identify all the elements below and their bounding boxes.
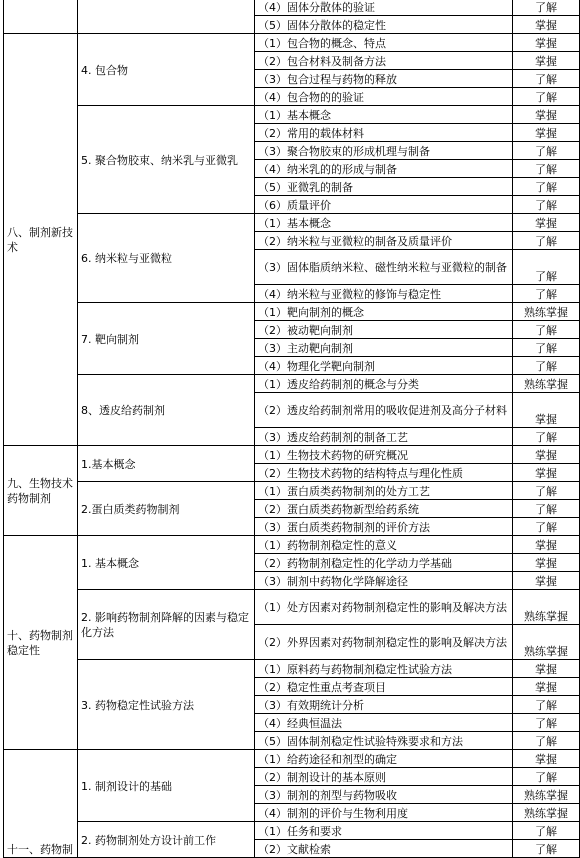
requirement-level: 了解 bbox=[513, 321, 580, 339]
topic-cell bbox=[78, 536, 255, 590]
table-row bbox=[4, 375, 580, 393]
table-row bbox=[4, 590, 580, 625]
requirement-level: 了解 bbox=[513, 339, 580, 357]
content-item: （5）固体分散体的稳定性 bbox=[255, 16, 513, 34]
content-item: （3）聚合物胶束的形成机理与制备 bbox=[255, 142, 513, 160]
unit-title: 十、药物制剂稳定性 bbox=[7, 629, 73, 657]
requirement-level: 熟练掌握 bbox=[513, 303, 580, 321]
topic-cell bbox=[78, 34, 255, 106]
requirement-level: 掌握 bbox=[513, 750, 580, 768]
topic-title: 8、透皮给药制剂 bbox=[81, 404, 165, 417]
content-item: （2）药物制剂稳定性的化学动力学基础 bbox=[255, 554, 513, 572]
topic-title: 2.蛋白质类药物制剂 bbox=[81, 502, 180, 516]
content-item: （1）基本概念 bbox=[255, 214, 513, 232]
topic-cell bbox=[78, 822, 255, 858]
content-item: （1）透皮给药制剂的概念与分类 bbox=[255, 375, 513, 393]
requirement-level: 了解 bbox=[513, 88, 580, 106]
requirement-level: 了解 bbox=[513, 518, 580, 536]
content-item: （2）常用的载体材料 bbox=[255, 124, 513, 142]
requirement-level: 掌握 bbox=[513, 554, 580, 572]
topic-cell bbox=[78, 482, 255, 536]
content-item: （2）外界因素对药物制剂稳定性的影响及解决方法 bbox=[255, 625, 513, 660]
requirement-level: 了解 bbox=[513, 285, 580, 303]
topic-cell bbox=[78, 375, 255, 446]
table-row bbox=[4, 446, 580, 464]
requirement-level: 了解 bbox=[513, 160, 580, 178]
topic-cell bbox=[78, 590, 255, 660]
content-item: （3）蛋白质类药物制剂的评价方法 bbox=[255, 518, 513, 536]
requirement-level: 了解 bbox=[513, 232, 580, 250]
topic-title: 2. 药物制剂处方设计前工作 bbox=[81, 833, 216, 847]
content-item: （1）生物技术药物的研究概况 bbox=[255, 446, 513, 464]
topic-cell bbox=[78, 750, 255, 822]
content-item: （1）蛋白质类药物制剂的处方工艺 bbox=[255, 482, 513, 500]
table-row bbox=[4, 536, 580, 554]
table-row bbox=[4, 482, 580, 500]
table-row bbox=[4, 106, 580, 124]
content-item: （5）亚微乳的制备 bbox=[255, 178, 513, 196]
content-item: （1）任务和要求 bbox=[255, 822, 513, 840]
requirement-level: 掌握 bbox=[513, 106, 580, 124]
unit-title-cell bbox=[4, 446, 78, 536]
topic-title: 1. 制剂设计的基础 bbox=[81, 779, 172, 793]
content-item: （2）纳米粒与亚微粒的制备及质量评价 bbox=[255, 232, 513, 250]
requirement-level: 了解 bbox=[513, 482, 580, 500]
unit-title-cell bbox=[4, 0, 78, 34]
requirement-level: 了解 bbox=[513, 768, 580, 786]
requirement-level: 了解 bbox=[513, 696, 580, 714]
requirement-level: 掌握 bbox=[513, 660, 580, 678]
content-item: （1）药物制剂稳定性的意义 bbox=[255, 536, 513, 554]
content-item: （4）包合物的的验证 bbox=[255, 88, 513, 106]
table-row bbox=[4, 214, 580, 232]
requirement-level: 熟练掌握 bbox=[513, 804, 580, 822]
topic-title: 7. 靶向制剂 bbox=[81, 332, 139, 346]
content-item: （5）固体制剂稳定性试验特殊要求和方法 bbox=[255, 732, 513, 750]
content-item: （2）包合材料及制备方法 bbox=[255, 52, 513, 70]
requirement-level: 掌握 bbox=[513, 393, 580, 428]
requirement-level: 了解 bbox=[513, 500, 580, 518]
unit-title-cell bbox=[4, 536, 78, 750]
content-item: （2）被动靶向制剂 bbox=[255, 321, 513, 339]
unit-title: 十一、药物制 bbox=[7, 843, 73, 856]
table-row bbox=[4, 34, 580, 52]
content-item: （2）蛋白质类药物新型给药系统 bbox=[255, 500, 513, 518]
requirement-level: 了解 bbox=[513, 428, 580, 446]
content-item: （4）固体分散体的验证 bbox=[255, 0, 513, 16]
requirement-level: 了解 bbox=[513, 0, 580, 16]
topic-cell bbox=[78, 303, 255, 375]
content-item: （6）质量评价 bbox=[255, 196, 513, 214]
content-item: （3）有效期统计分析 bbox=[255, 696, 513, 714]
requirement-level: 掌握 bbox=[513, 124, 580, 142]
topic-cell bbox=[78, 214, 255, 303]
content-item: （3）固体脂质纳米粒、磁性纳米粒与亚微粒的制备 bbox=[255, 250, 513, 285]
requirement-level: 了解 bbox=[513, 822, 580, 840]
requirement-level: 了解 bbox=[513, 142, 580, 160]
requirement-level: 掌握 bbox=[513, 678, 580, 696]
topic-cell bbox=[78, 660, 255, 750]
table-row bbox=[4, 303, 580, 321]
content-item: （1）靶向制剂的概念 bbox=[255, 303, 513, 321]
unit-title-cell bbox=[4, 750, 78, 858]
table-row bbox=[4, 660, 580, 678]
topic-cell bbox=[78, 106, 255, 214]
content-item: （3）包合过程与药物的释放 bbox=[255, 70, 513, 88]
content-item: （1）处方因素对药物制剂稳定性的影响及解决方法 bbox=[255, 590, 513, 625]
requirement-level: 了解 bbox=[513, 714, 580, 732]
content-item: （2）文献检索 bbox=[255, 840, 513, 858]
content-item: （2）生物技术药物的结构特点与理化性质 bbox=[255, 464, 513, 482]
requirement-level: 掌握 bbox=[513, 214, 580, 232]
requirement-level: 了解 bbox=[513, 196, 580, 214]
requirement-level: 掌握 bbox=[513, 572, 580, 590]
table-row bbox=[4, 750, 580, 768]
topic-title: 1. 基本概念 bbox=[81, 556, 139, 570]
table-row bbox=[4, 822, 580, 840]
content-item: （3）透皮给药制剂的制备工艺 bbox=[255, 428, 513, 446]
requirement-level: 掌握 bbox=[513, 536, 580, 554]
table-row bbox=[4, 0, 580, 16]
syllabus-page bbox=[3, 0, 579, 858]
topic-title: 5. 聚合物胶束、纳米乳与亚微乳 bbox=[81, 153, 238, 167]
content-item: （2）透皮给药制剂常用的吸收促进剂及高分子材料 bbox=[255, 393, 513, 428]
content-item: （3）制剂中药物化学降解途径 bbox=[255, 572, 513, 590]
content-item: （3）制剂的剂型与药物吸收 bbox=[255, 786, 513, 804]
requirement-level: 熟练掌握 bbox=[513, 590, 580, 625]
requirement-level: 熟练掌握 bbox=[513, 375, 580, 393]
requirement-level: 了解 bbox=[513, 732, 580, 750]
content-item: （2）制剂设计的基本原则 bbox=[255, 768, 513, 786]
requirement-level: 掌握 bbox=[513, 52, 580, 70]
requirement-level: 了解 bbox=[513, 250, 580, 285]
topic-title: 2. 影响药物制剂降解的因素与稳定化方法 bbox=[81, 611, 249, 639]
requirement-level: 掌握 bbox=[513, 446, 580, 464]
topic-cell bbox=[78, 446, 255, 482]
topic-title: 6. 纳米粒与亚微粒 bbox=[81, 252, 172, 265]
content-item: （1）原料药与药物制剂稳定性试验方法 bbox=[255, 660, 513, 678]
requirement-level: 了解 bbox=[513, 357, 580, 375]
syllabus-table bbox=[3, 0, 580, 858]
content-item: （4）经典恒温法 bbox=[255, 714, 513, 732]
content-item: （4）制剂的评价与生物利用度 bbox=[255, 804, 513, 822]
content-item: （2）稳定性重点考查项目 bbox=[255, 678, 513, 696]
requirement-level: 掌握 bbox=[513, 464, 580, 482]
unit-title: 九、生物技术药物制剂 bbox=[7, 477, 73, 505]
unit-title-cell bbox=[4, 34, 78, 446]
requirement-level: 掌握 bbox=[513, 34, 580, 52]
content-item: （4）物理化学靶向制剂 bbox=[255, 357, 513, 375]
content-item: （1）包合物的概念、特点 bbox=[255, 34, 513, 52]
topic-title: 1.基本概念 bbox=[81, 457, 136, 471]
unit-title: 八、制剂新技术 bbox=[7, 226, 73, 254]
requirement-level: 了解 bbox=[513, 840, 580, 858]
content-item: （4）纳米粒与亚微粒的修饰与稳定性 bbox=[255, 285, 513, 303]
content-item: （1）给药途径和剂型的确定 bbox=[255, 750, 513, 768]
topic-title: 4. 包合物 bbox=[81, 63, 128, 77]
requirement-level: 了解 bbox=[513, 178, 580, 196]
content-item: （1）基本概念 bbox=[255, 106, 513, 124]
content-item: （3）主动靶向制剂 bbox=[255, 339, 513, 357]
requirement-level: 了解 bbox=[513, 70, 580, 88]
requirement-level: 熟练掌握 bbox=[513, 786, 580, 804]
requirement-level: 掌握 bbox=[513, 16, 580, 34]
requirement-level: 熟练掌握 bbox=[513, 625, 580, 660]
topic-title: 3. 药物稳定性试验方法 bbox=[81, 698, 194, 712]
syllabus-table-body bbox=[4, 0, 580, 858]
topic-cell bbox=[78, 0, 255, 34]
content-item: （4）纳米乳的的形成与制备 bbox=[255, 160, 513, 178]
